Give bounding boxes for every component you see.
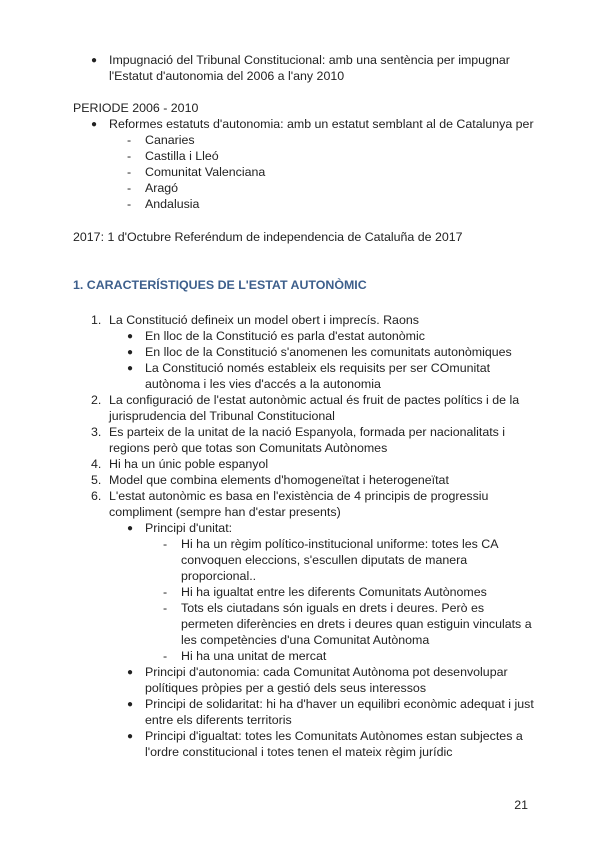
list-item-text: L'estat autonòmic es basa en l'existència de 4 principis de progressiu	[109, 489, 489, 503]
dash-item-text: Hi ha una unitat de mercat	[181, 649, 327, 663]
dash-marker: -	[163, 601, 168, 615]
bullet-icon: ●	[91, 119, 98, 130]
sub-bullet-text: autònoma i les vies d'accés a la autonomia	[145, 377, 381, 391]
region-item: Andalusia	[145, 197, 200, 211]
bullet-icon: ●	[127, 363, 134, 374]
region-item: Comunitat Valenciana	[145, 165, 266, 179]
principle-text: entre els diferents territoris	[145, 713, 292, 727]
principle-text: Principi d'unitat:	[145, 521, 233, 535]
list-item-text: Es parteix de la unitat de la nació Espanyola, formada per nacionalitats i	[109, 425, 506, 439]
list-item-text: La Constitució defineix un model obert i imprecís. Raons	[109, 313, 419, 327]
principle-text: polítiques pròpies per a gestió dels seus interessos	[145, 681, 427, 695]
sub-bullet-text: En lloc de la Constitució s'anomenen les comunitats autonòmiques	[145, 345, 512, 359]
list-item-text: regions però que totas son Comunitats Autònomes	[109, 441, 388, 455]
referendum-line: 2017: 1 d'Octubre Referéndum de independencia de Cataluña de 2017	[73, 230, 463, 244]
dash-item-text: permeten diferències en drets i deures quan estiguin vinculats a	[181, 617, 532, 631]
bullet-icon: ●	[127, 523, 134, 534]
dash-item-text: Hi ha igualtat entre les diferents Comunitats Autònomes	[181, 585, 487, 599]
dash-item-text: les competències d'una Comunitat Autònoma	[181, 633, 430, 647]
list-number: 6.	[91, 489, 102, 503]
dash-item-text: Tots els ciutadans són iguals en drets i deures. Però es	[181, 601, 485, 615]
dash-item-text: Hi ha un règim político-institucional uniforme: totes les CA	[181, 537, 499, 551]
list-item-text: Hi ha un únic poble espanyol	[109, 457, 269, 471]
dash-marker: -	[163, 649, 168, 663]
intro-bullet-line: Impugnació del Tribunal Constitucional: amb una sentència per impugnar	[109, 53, 510, 67]
bullet-icon: ●	[91, 55, 98, 66]
list-item-text: La configuració de l'estat autonòmic actual és fruit de pactes polítics i de la	[109, 393, 520, 407]
list-number: 1.	[91, 313, 102, 327]
list-item-text: compliment (sempre han d'estar presents)	[109, 505, 341, 519]
intro-bullet-line: l'Estatut d'autonomia del 2006 a l'any 2010	[109, 69, 345, 83]
list-number: 2.	[91, 393, 102, 407]
period-bullet-text: Reformes estatuts d'autonomia: amb un estatut semblant al de Catalunya per	[109, 117, 534, 131]
dash-marker: -	[127, 149, 132, 163]
dash-marker: -	[127, 197, 132, 211]
section-heading: 1. CARACTERÍSTIQUES DE L'ESTAT AUTONÒMIC	[73, 278, 367, 292]
principle-text: l'ordre constitucional i totes tenen el mateix règim jurídic	[145, 745, 453, 759]
region-item: Castilla i Lleó	[145, 149, 219, 163]
bullet-icon: ●	[127, 347, 134, 358]
list-item-text: jurisprudencia del Tribunal Constitucional	[109, 409, 335, 423]
dash-item-text: convoquen eleccions, s'escullen diputats de manera	[181, 553, 468, 567]
bullet-icon: ●	[127, 731, 134, 742]
region-item: Canaries	[145, 133, 195, 147]
period-title: PERIODE 2006 - 2010	[73, 101, 199, 115]
bullet-icon: ●	[127, 331, 134, 342]
dash-marker: -	[127, 181, 132, 195]
page-number: 21	[514, 798, 528, 812]
list-number: 3.	[91, 425, 102, 439]
principle-text: Principi d'igualtat: totes les Comunitats Autònomes estan subjectes a	[145, 729, 523, 743]
region-item: Aragó	[145, 181, 179, 195]
dash-marker: -	[163, 537, 168, 551]
bullet-icon: ●	[127, 699, 134, 710]
dash-marker: -	[127, 165, 132, 179]
list-number: 4.	[91, 457, 102, 471]
list-item-text: Model que combina elements d'homogeneïtat i heterogeneïtat	[109, 473, 449, 487]
list-number: 5.	[91, 473, 102, 487]
bullet-icon: ●	[127, 667, 134, 678]
principle-text: Principi de solidaritat: hi ha d'haver un equilibri econòmic adequat i just	[145, 697, 534, 711]
sub-bullet-text: En lloc de la Constitució es parla d'estat autonòmic	[145, 329, 425, 343]
dash-item-text: proporcional..	[181, 569, 257, 583]
sub-bullet-text: La Constitució només estableix els requisits per ser COmunitat	[145, 361, 491, 375]
dash-marker: -	[163, 585, 168, 599]
principle-text: Principi d'autonomia: cada Comunitat Autònoma pot desenvolupar	[145, 665, 508, 679]
dash-marker: -	[127, 133, 132, 147]
